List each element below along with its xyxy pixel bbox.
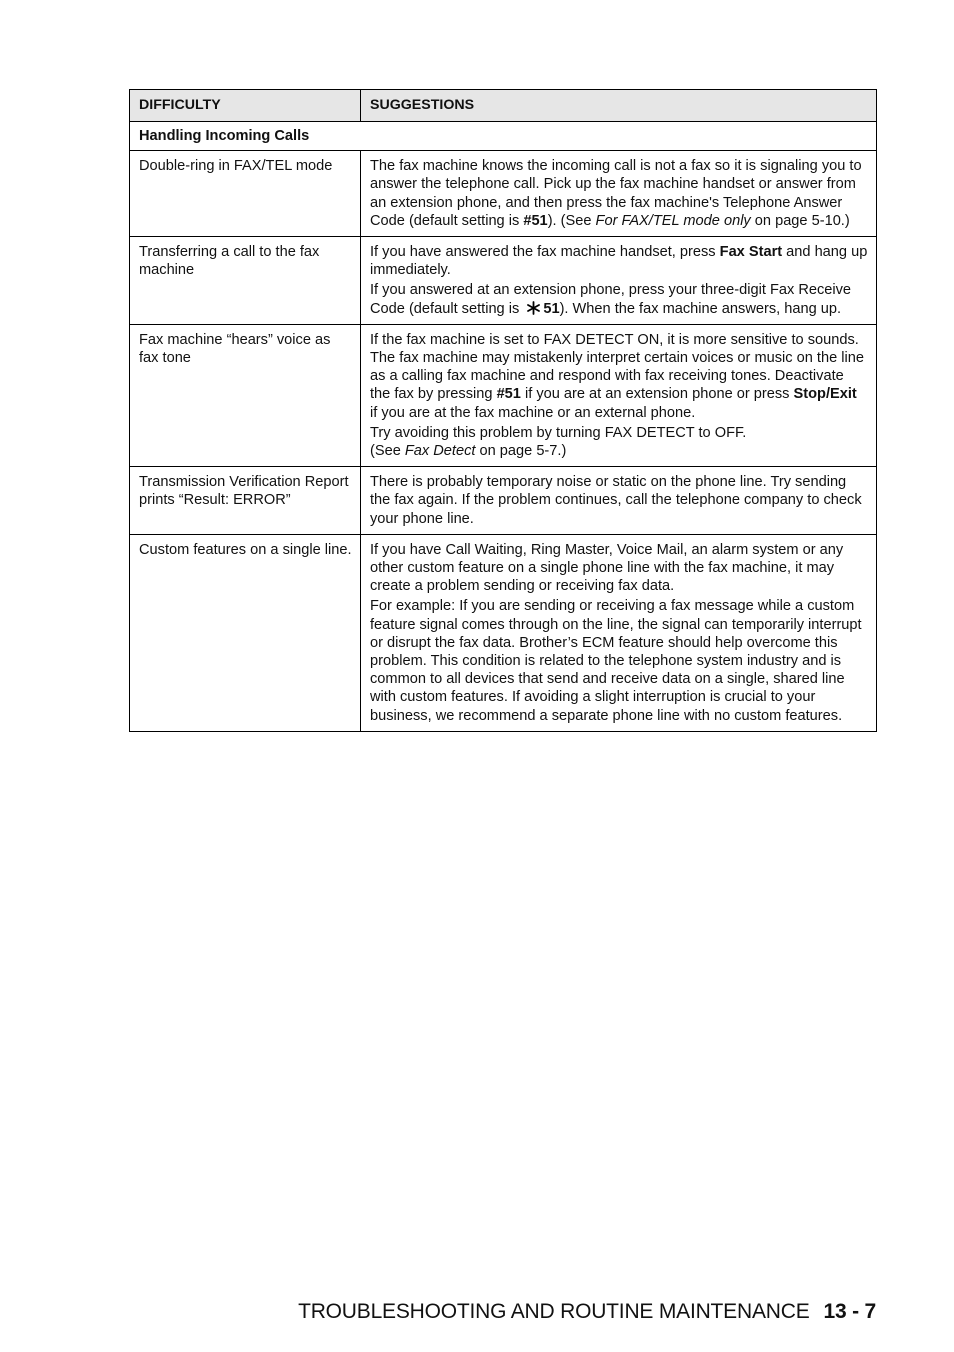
cross-reference: Fax Detect xyxy=(404,443,476,460)
suggestion-paragraph xyxy=(370,243,868,279)
table-row xyxy=(130,324,877,466)
text-run: If you answered at an extension phone, press your three-digit Fax Receive Code (default setting is xyxy=(370,282,852,317)
suggestion-cell xyxy=(361,467,877,535)
code-bold: #51 xyxy=(523,212,548,229)
suggestion-paragraph: There is probably temporary noise or static on the phone line. Try sending the fax again. If the problem continues, call the telephone company to check your phone line. xyxy=(370,474,862,527)
key-name-bold: Stop/Exit xyxy=(793,386,857,403)
text-run: and hang up immediately. xyxy=(370,244,868,279)
section-title: Handling Incoming Calls xyxy=(130,122,877,151)
code-bold: #51 xyxy=(496,386,521,403)
text-run: ). (See xyxy=(547,212,596,229)
suggestion-paragraph: Try avoiding this problem by turning FAX DETECT to OFF. xyxy=(370,424,747,441)
suggestion-paragraph xyxy=(370,442,868,460)
difficulty-cell: Transferring a call to the fax machine xyxy=(130,237,361,325)
cross-reference: For FAX/TEL mode only xyxy=(595,212,751,229)
suggestion-cell xyxy=(361,324,877,466)
suggestion-paragraph xyxy=(370,157,868,230)
text-run: If the fax machine is set to FAX DETECT ON, it is more sensitive to sounds. The fax machine may mistakenly interpret certain voices or music on the line as a calling fax machine and respond with fax receiving tones. Deactivate the fax by pressing xyxy=(370,331,864,403)
suggestion-cell xyxy=(361,151,877,237)
table-row xyxy=(130,151,877,237)
page-footer xyxy=(298,1299,876,1325)
key-name-bold: Fax Start xyxy=(719,244,783,261)
difficulty-cell: Double-ring in FAX/TEL mode xyxy=(130,151,361,237)
section-row xyxy=(130,122,877,151)
text-run: if you are at the fax machine or an external phone. xyxy=(370,404,696,421)
text-run: (See xyxy=(370,443,405,460)
suggestion-paragraph: For example: If you are sending or receiving a fax message while a custom feature signal comes through on the line, the signal can temporarily interrupt or disrupt the fax data. Brother’s ECM feature should help overcome this problem. This condition is related to the telephone system industry and is common to all devices that send and receive data on a single, shared line with custom features. If avoiding a slight interruption is crucial to your business, we recommend a separate phone line with no custom features. xyxy=(370,598,862,724)
text-run: If you have answered the fax machine handset, press xyxy=(370,244,720,261)
chapter-title: TROUBLESHOOTING AND ROUTINE MAINTENANCE xyxy=(298,1300,810,1323)
troubleshooting-table xyxy=(129,89,877,732)
difficulty-cell: Fax machine “hears” voice as fax tone xyxy=(130,324,361,466)
page-number: 13 - 7 xyxy=(823,1300,876,1323)
suggestion-paragraph: If you have Call Waiting, Ring Master, Voice Mail, an alarm system or any other custom feature on a single phone line with the fax machine, it may create a problem sending or receiving fax data. xyxy=(370,541,844,595)
suggestion-paragraph xyxy=(370,331,868,422)
suggestion-paragraph xyxy=(370,281,868,317)
code-bold: 51 xyxy=(543,300,560,317)
difficulty-cell: Transmission Verification Report prints “Result: ERROR” xyxy=(130,467,361,535)
table-header-row xyxy=(130,90,877,122)
text-run: on page 5-10.) xyxy=(750,212,850,229)
text-run: if you are at an extension phone or press xyxy=(520,386,794,403)
suggestion-cell xyxy=(361,237,877,325)
suggestion-cell xyxy=(361,534,877,731)
asterisk-key-icon xyxy=(526,301,541,315)
difficulty-cell: Custom features on a single line. xyxy=(130,534,361,731)
table-row xyxy=(130,534,877,731)
text-run: on page 5-7.) xyxy=(475,443,567,460)
table-row xyxy=(130,237,877,325)
header-difficulty: DIFFICULTY xyxy=(130,90,361,122)
text-run: ). When the fax machine answers, hang up. xyxy=(559,300,842,317)
text-run: The fax machine knows the incoming call is not a fax so it is signaling you to answer the telephone call. Pick up the fax machine handset or answer from an extension phone, and then press the fax machine's Telephone Answer Code (default setting is xyxy=(370,158,862,229)
table-row xyxy=(130,467,877,535)
header-suggestions: SUGGESTIONS xyxy=(361,90,877,122)
